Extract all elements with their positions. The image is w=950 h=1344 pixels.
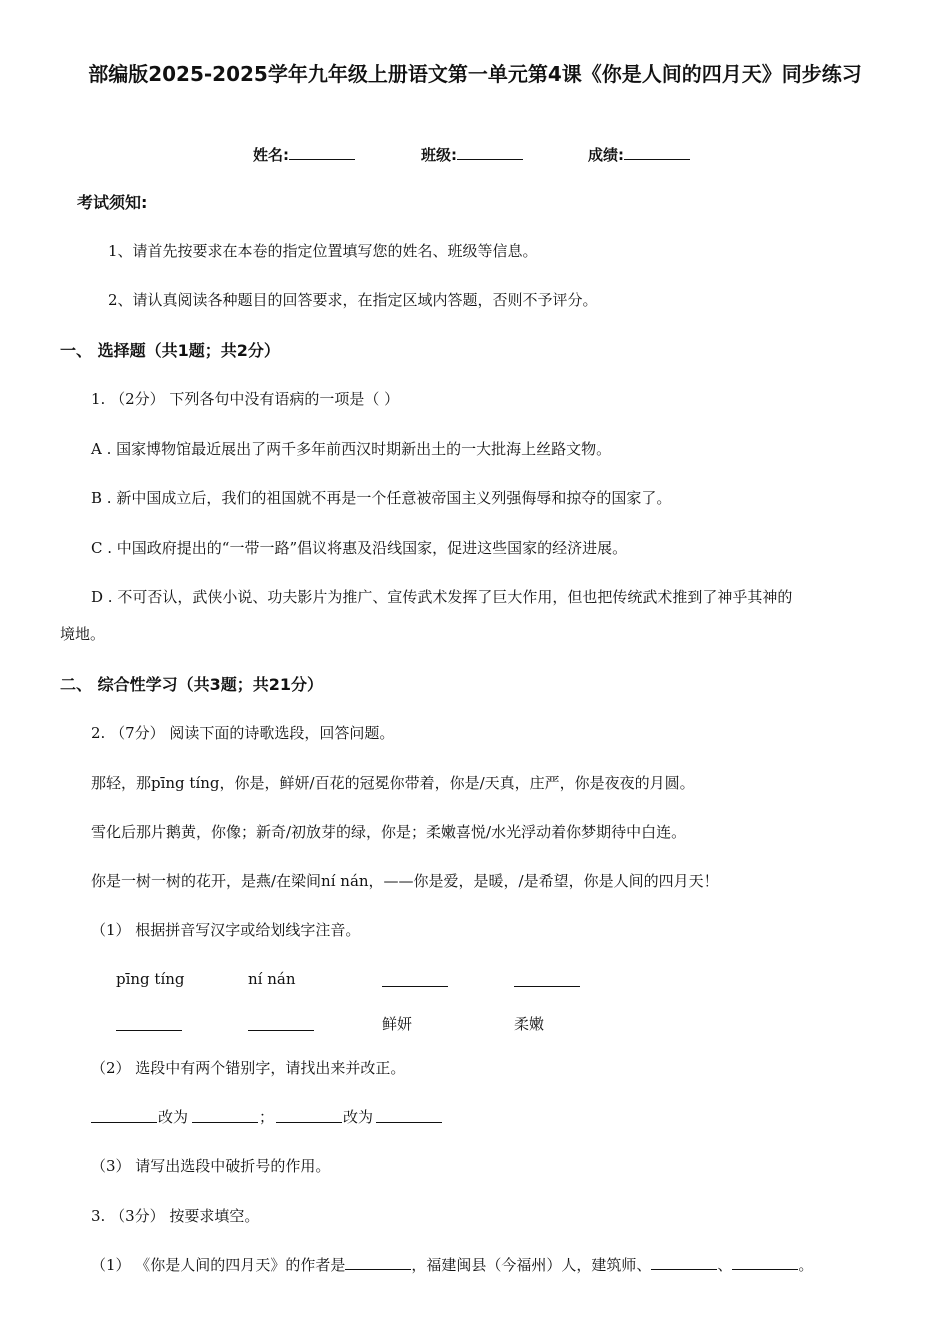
word-prompt: 鲜妍: [382, 1015, 413, 1033]
fill-separator: 、: [717, 1256, 733, 1274]
notice-item: 2、请认真阅读各种题目的回答要求，在指定区域内答题，否则不予评分。: [108, 291, 598, 309]
option-b[interactable]: B . 新中国成立后，我们的祖国就不再是一个任意被帝国主义列强侮辱和掠夺的国家了。: [91, 489, 672, 507]
poem-line: 那轻，那pīng tíng，你是，鲜妍/百花的冠冕你带着，你是/天真，庄严，你是夜夜的月圆。: [91, 774, 695, 792]
sub-question: （1） 根据拼音写汉字或给划线字注音。: [91, 921, 361, 939]
score-label: 成绩:: [588, 146, 624, 164]
class-blank[interactable]: [457, 145, 523, 160]
word-prompt: 柔嫩: [514, 1015, 545, 1033]
name-field[interactable]: [253, 144, 355, 165]
question-stem: 1. （2分） 下列各句中没有语病的一项是（ ）: [91, 390, 400, 408]
score-field[interactable]: [588, 144, 690, 165]
option-c[interactable]: C . 中国政府提出的“一带一路”倡议将惠及沿线国家，促进这些国家的经济进展。: [91, 539, 628, 557]
sub-question: （3） 请写出选段中破折号的作用。: [91, 1157, 331, 1175]
poem-line: 你是一树一树的花开，是燕/在梁间ní nán，——你是爱，是暖，/是希望，你是人间的四月天！: [91, 872, 719, 890]
answer-blank[interactable]: [276, 1108, 342, 1123]
separator: ；: [259, 1108, 275, 1126]
class-label: 班级:: [421, 146, 457, 164]
change-label: 改为: [158, 1108, 189, 1126]
notice-heading: 考试须知:: [77, 193, 148, 212]
pinyin-prompt: pīng tíng: [116, 970, 185, 988]
fill-text: （1） 《你是人间的四月天》的作者是: [91, 1256, 346, 1274]
answer-blank[interactable]: [116, 1016, 182, 1031]
answer-blank[interactable]: [732, 1255, 798, 1270]
fill-question: [91, 1254, 813, 1275]
answer-blank[interactable]: [248, 1016, 314, 1031]
question-stem: 3. （3分） 按要求填空。: [91, 1207, 260, 1225]
poem-line: 雪化后那片鹅黄，你像；新奇/初放芽的绿，你是；柔嫩喜悦/水光浮动着你梦期待中白连。: [91, 823, 687, 841]
answer-blank[interactable]: [376, 1108, 442, 1123]
answer-blank[interactable]: [382, 972, 448, 987]
option-d[interactable]: D . 不可否认，武侠小说、功夫影片为推广、宣传武术发挥了巨大作用，但也把传统武术推到了神乎其神的: [91, 588, 793, 606]
score-blank[interactable]: [624, 145, 690, 160]
answer-blank[interactable]: [192, 1108, 258, 1123]
name-label: 姓名:: [253, 146, 289, 164]
sub-question: （2） 选段中有两个错别字，请找出来并改正。: [91, 1059, 406, 1077]
notice-item: 1、请首先按要求在本卷的指定位置填写您的姓名、班级等信息。: [108, 242, 538, 260]
pinyin-prompt: ní nán: [248, 970, 296, 988]
change-label: 改为: [343, 1108, 374, 1126]
question-stem: 2. （7分） 阅读下面的诗歌选段，回答问题。: [91, 724, 395, 742]
fill-text: ，福建闽县（今福州）人，建筑师、: [411, 1256, 652, 1274]
page-title: 部编版2025-2025学年九年级上册语文第一单元第4课《你是人间的四月天》同步练习: [88, 62, 862, 86]
answer-blank[interactable]: [651, 1255, 717, 1270]
option-d-continued: 境地。: [60, 625, 106, 643]
class-field[interactable]: [421, 144, 523, 165]
section-heading: 一、 选择题（共1题；共2分）: [60, 341, 280, 360]
fill-end: 。: [798, 1256, 814, 1274]
answer-blank[interactable]: [345, 1255, 411, 1270]
option-a[interactable]: A . 国家博物馆最近展出了两千多年前西汉时期新出土的一大批海上丝路文物。: [91, 440, 612, 458]
name-blank[interactable]: [289, 145, 355, 160]
section-heading: 二、 综合性学习（共3题；共21分）: [60, 675, 323, 694]
answer-blank[interactable]: [91, 1108, 157, 1123]
answer-blank[interactable]: [514, 972, 580, 987]
